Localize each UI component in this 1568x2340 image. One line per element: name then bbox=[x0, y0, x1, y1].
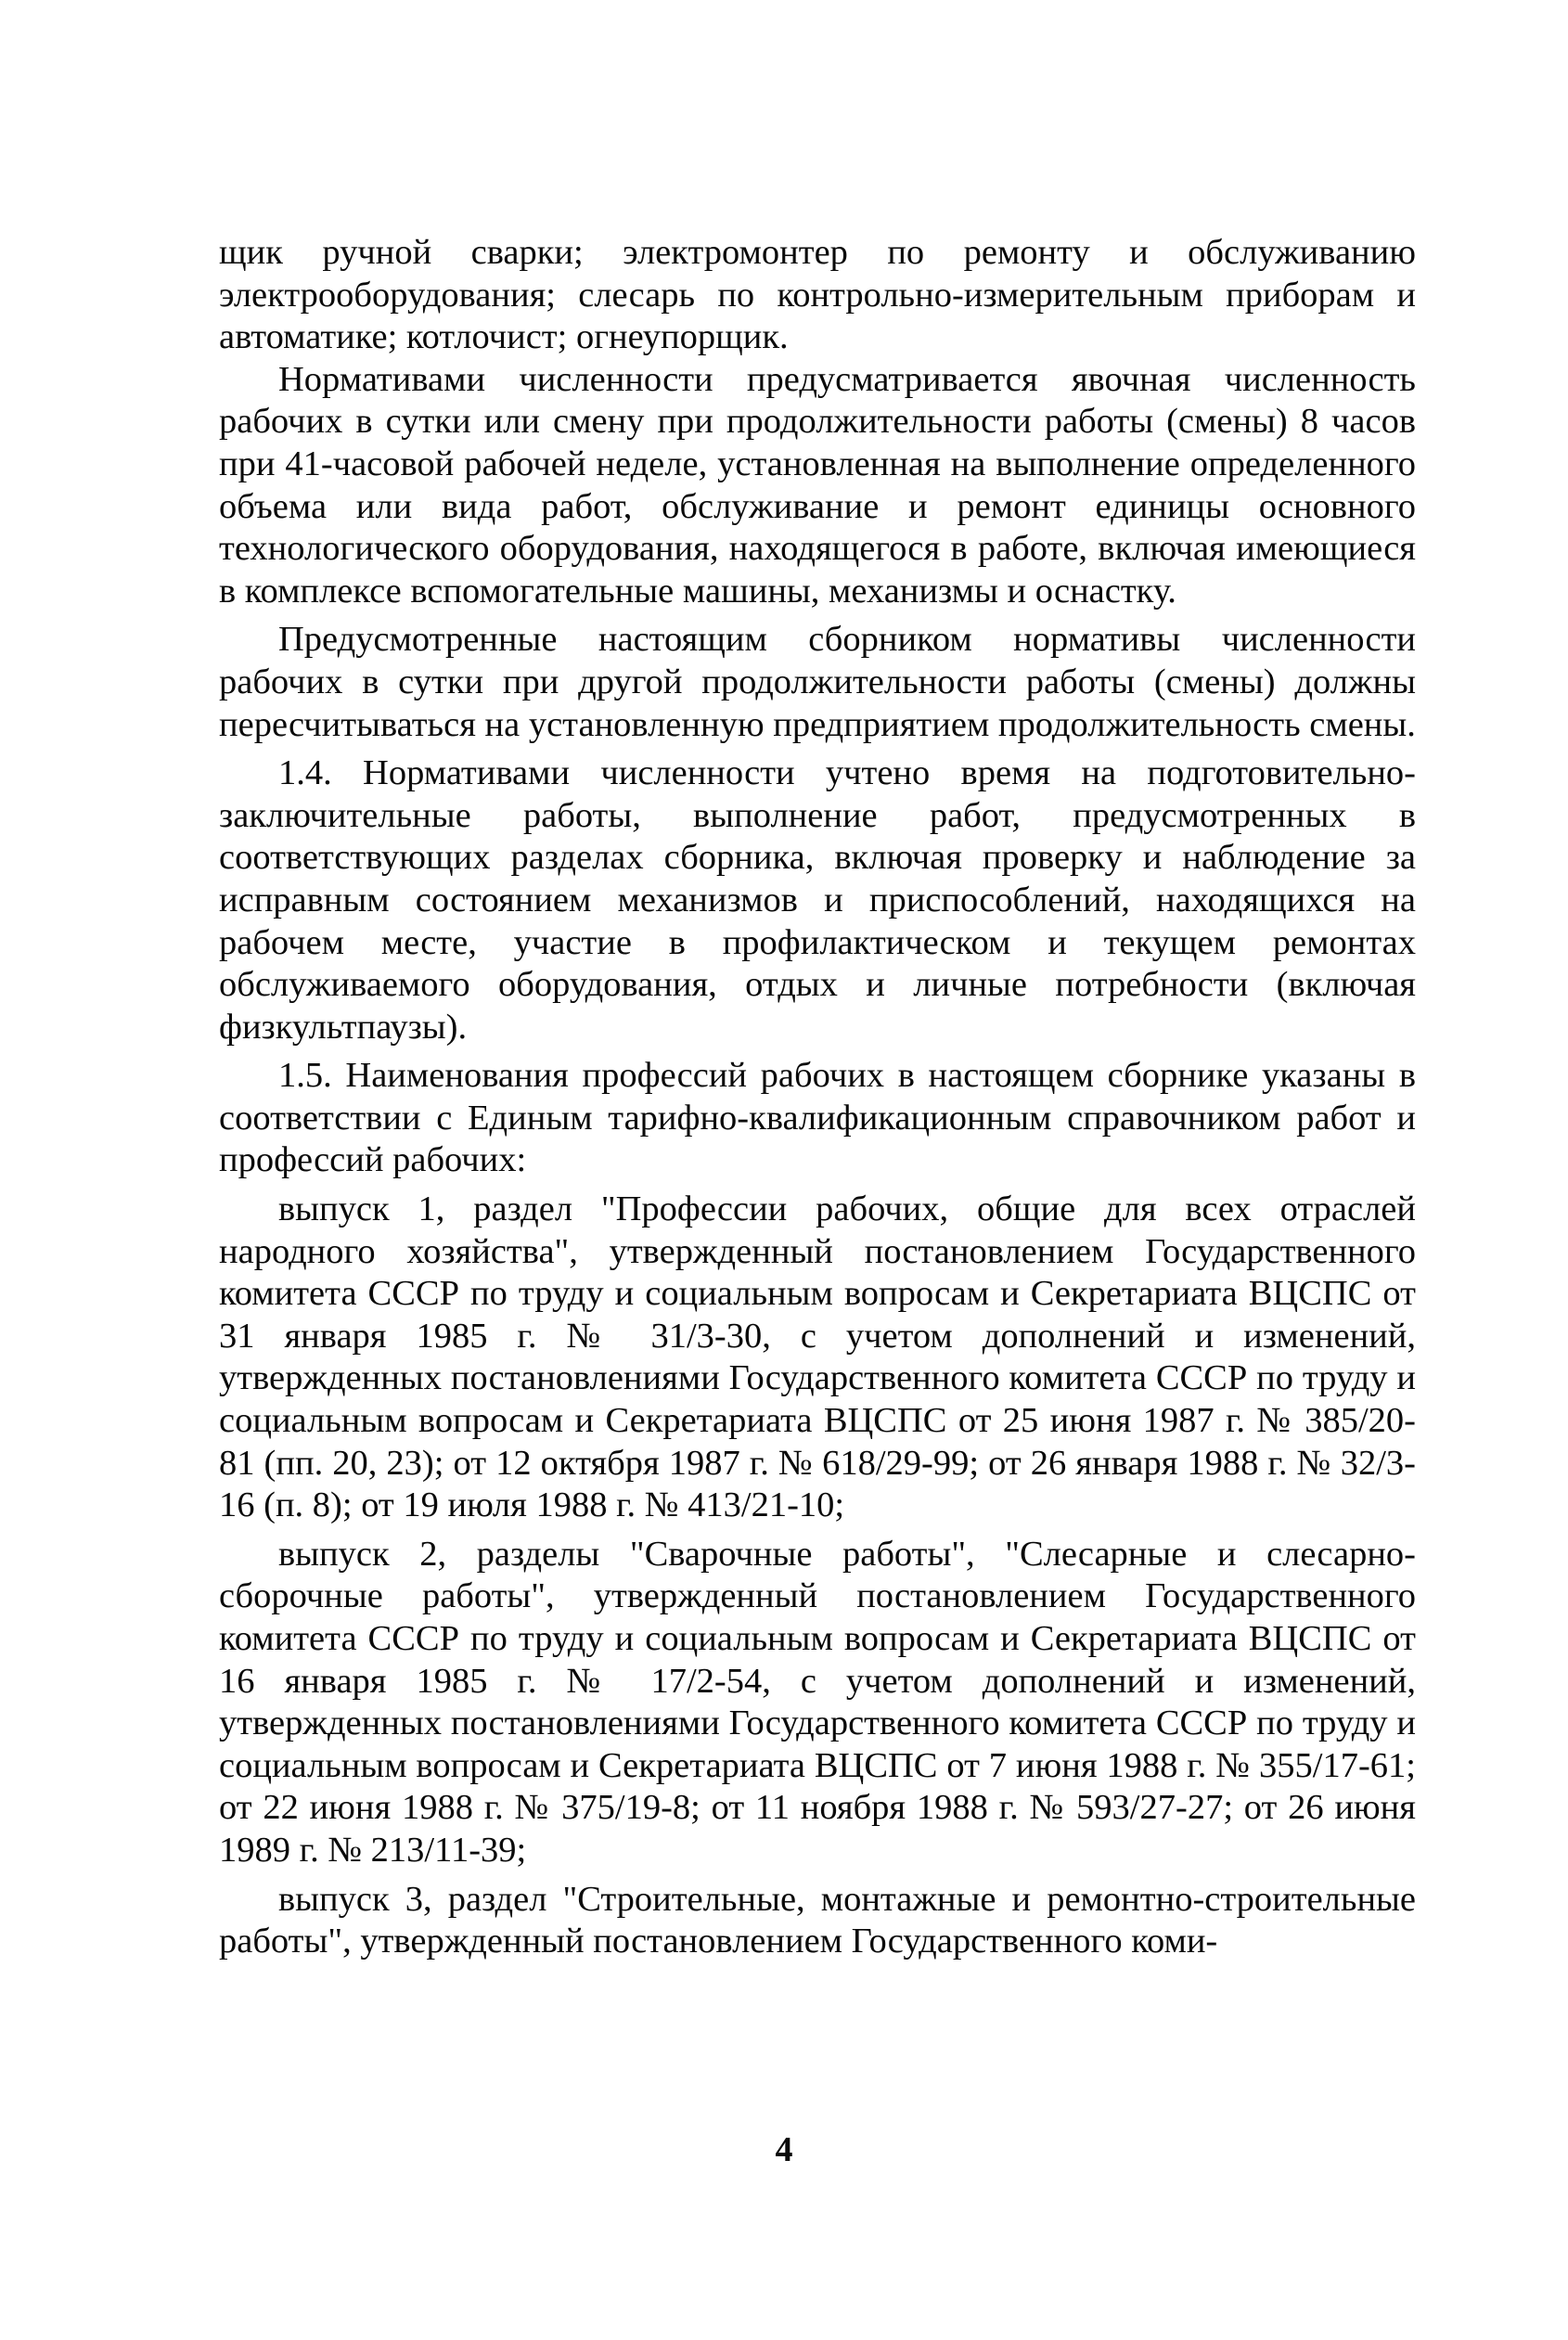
paragraph-issue-3: выпуск 3, раздел "Строительные, монтажные и ремонтно-строительные работы", утвержденный постановлением Государственного коми- bbox=[219, 1879, 1416, 1961]
paragraph-1-5-profession-names: 1.5. Наименования профессий рабочих в настоящем сборнике указаны в соответствии с Единым тарифно-квалификационным справочником работ и профессий рабочих: bbox=[219, 1056, 1416, 1180]
paragraph-issue-1: выпуск 1, раздел "Профессии рабочих, общие для всех отраслей народного хозяйства", утвержденный постановлением Государственного комитета СССР по труду и социальным вопросам и Секретариата ВЦСПС от 31 января 1985 г. № 31/3-30, с учетом дополнений и изменений, утвержденных постановлениями Государственного комитета СССР по труду и социальным вопросам и Секретариата ВЦСПС от 25 июня 1987 г. № 385/20-81 (пп. 20, 23); от 12 октября 1987 г. № 618/29-99; от 26 января 1988 г. № 32/3-16 (п. 8); от 19 июля 1988 г. № 413/21-10; bbox=[219, 1189, 1416, 1525]
paragraph-1-4-time-included: 1.4. Нормативами численности учтено время на подготовительно-заключительные работы, выполнение работ, предусмотренных в соответствующих разделах сборника, включая проверку и наблюдение за исправным состоянием механизмов и приспособлений, находящихся на рабочем месте, участие в профилактическом и текущем ремонтах обслуживаемого оборудования, отдых и личные потребности (включая физкультпаузы). bbox=[219, 753, 1416, 1047]
paragraph-recalculation: Предусмотренные настоящим сборником нормативы численности рабочих в сутки при другой продолжительности работы (смены) должны пересчитываться на установленную предприятием продолжительность смены. bbox=[219, 620, 1416, 744]
body-text bbox=[219, 232, 1416, 1963]
paragraph-issue-2: выпуск 2, разделы "Сварочные работы", "Слесарные и слесарно-сборочные работы", утвержденный постановлением Государственного комитета СССР по труду и социальным вопросам и Секретариата ВЦСПС от 16 января 1985 г. № 17/2-54, с учетом дополнений и изменений, утвержденных постановлениями Государственного комитета СССР по труду и социальным вопросам и Секретариата ВЦСПС от 7 июня 1988 г. № 355/17-61; от 22 июня 1988 г. № 375/19-8; от 11 ноября 1988 г. № 593/27-27; от 26 июня 1989 г. № 213/11-39; bbox=[219, 1534, 1416, 1870]
paragraph-staffing-norms: Нормативами численности предусматривается явочная численность рабочих в сутки или смену при продолжительности работы (смены) 8 часов при 41-часовой рабочей неделе, установленная на выполнение определенного объема или вида работ, обслуживание и ремонт единицы основного технологического оборудования, находящегося в работе, включая имеющиеся в комплексе вспомогательные машины, механизмы и оснастку. bbox=[219, 359, 1416, 611]
paragraph-profession-list-end: щик ручной сварки; электромонтер по ремонту и обслуживанию электрооборудования; слесарь по контрольно-измерительным приборам и автоматике; котлочист; огнеупорщик. bbox=[219, 233, 1416, 357]
page-number: 4 bbox=[775, 2130, 793, 2169]
